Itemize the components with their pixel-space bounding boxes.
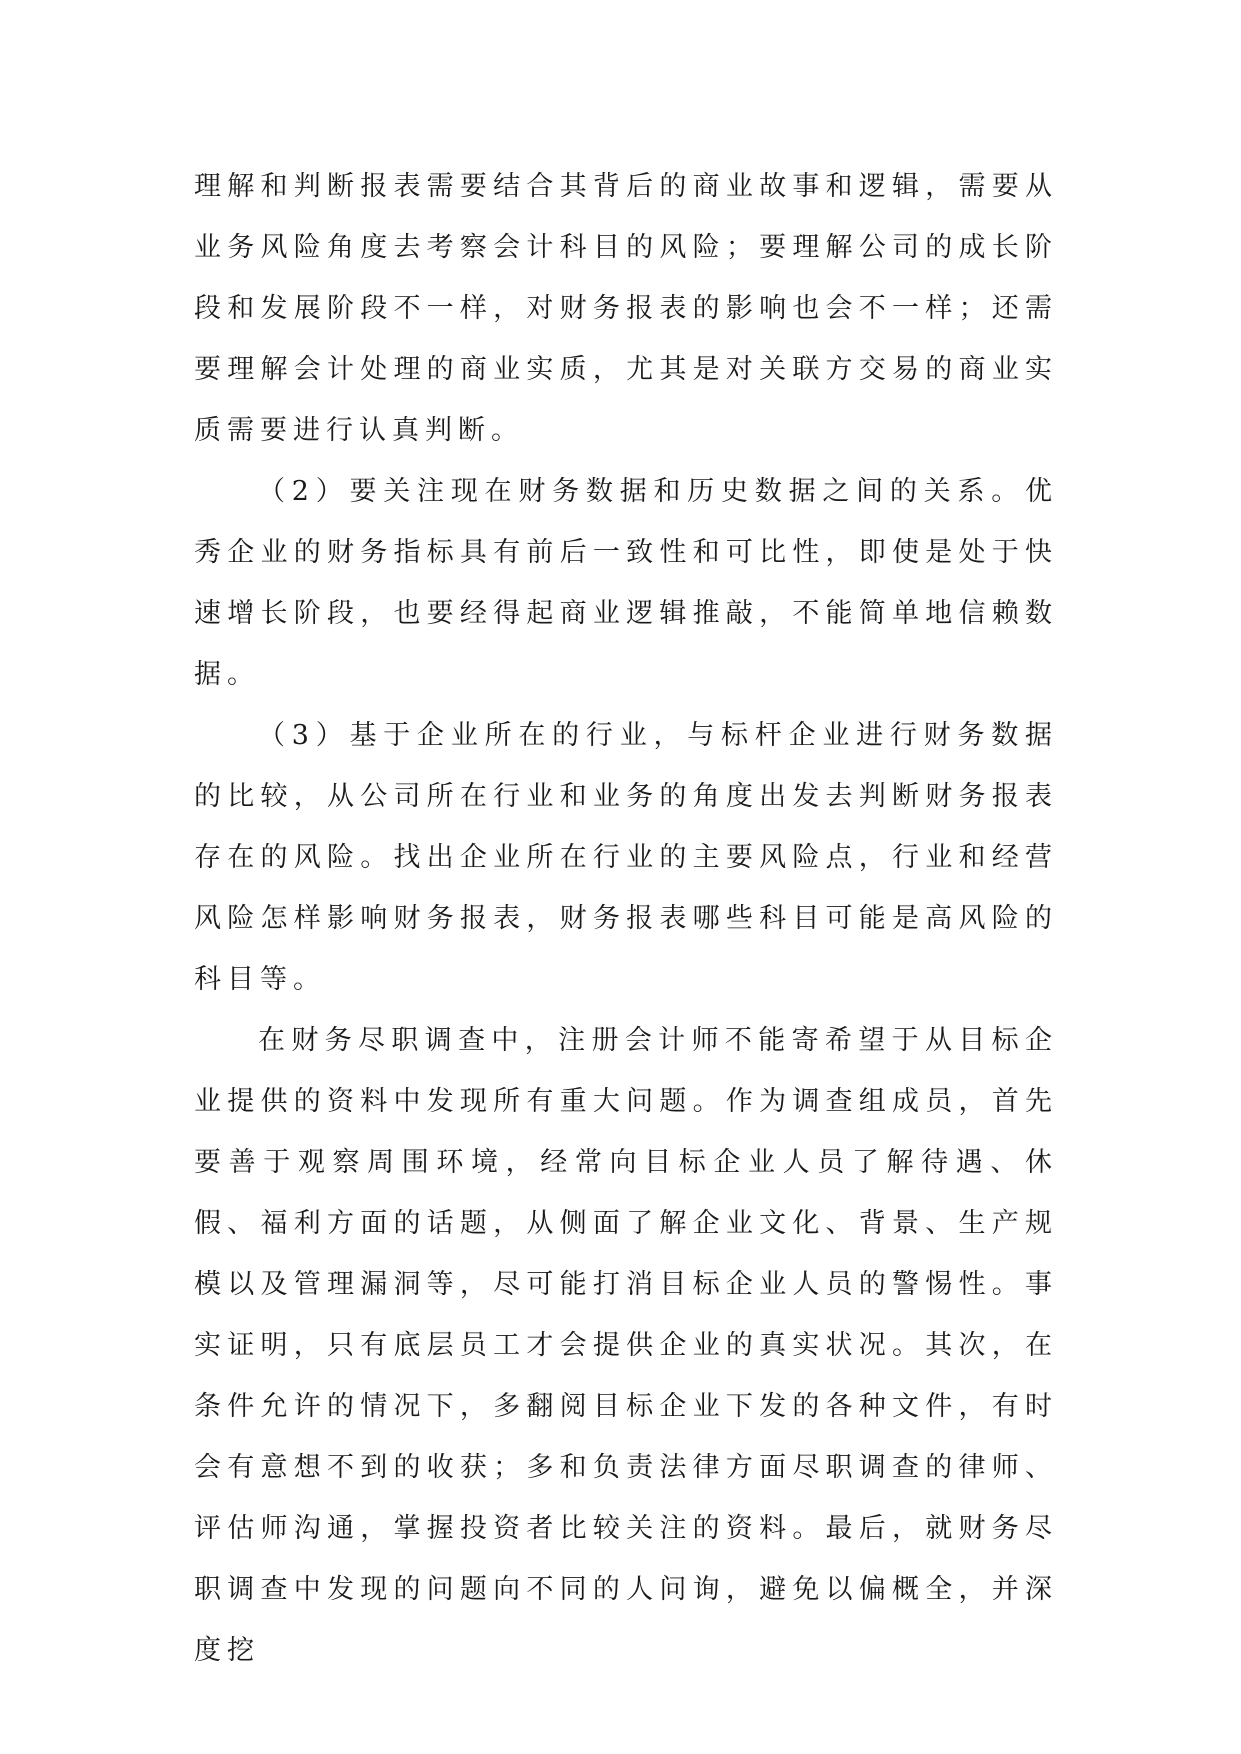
document-body: [194, 156, 1058, 1681]
paragraph-point-3: （3）基于企业所在的行业，与标杆企业进行财务数据的比较，从公司所在行业和业务的角度出发去判断财务报表存在的风险。找出企业所在行业的主要风险点，行业和经营风险怎样影响财务报表，财务报表哪些科目可能是高风险的科目等。: [194, 720, 1058, 995]
paragraph-continuation: 理解和判断报表需要结合其背后的商业故事和逻辑，需要从业务风险角度去考察会计科目的风险；要理解公司的成长阶段和发展阶段不一样，对财务报表的影响也会不一样；还需要理解会计处理的商业实质，尤其是对关联方交易的商业实质需要进行认真判断。: [194, 171, 1058, 446]
paragraph-point-2: （2）要关注现在财务数据和历史数据之间的关系。优秀企业的财务指标具有前后一致性和可比性，即使是处于快速增长阶段，也要经得起商业逻辑推敲，不能简单地信赖数据。: [194, 476, 1058, 690]
paragraph-due-diligence: 在财务尽职调查中，注册会计师不能寄希望于从目标企业提供的资料中发现所有重大问题。作为调查组成员，首先要善于观察周围环境，经常向目标企业人员了解待遇、休假、福利方面的话题，从侧面了解企业文化、背景、生产规模以及管理漏洞等，尽可能打消目标企业人员的警惕性。事实证明，只有底层员工才会提供企业的真实状况。其次，在条件允许的情况下，多翻阅目标企业下发的各种文件，有时会有意想不到的收获；多和负责法律方面尽职调查的律师、评估师沟通，掌握投资者比较关注的资料。最后，就财务尽职调查中发现的问题向不同的人问询，避免以偏概全，并深度挖: [194, 1025, 1058, 1666]
